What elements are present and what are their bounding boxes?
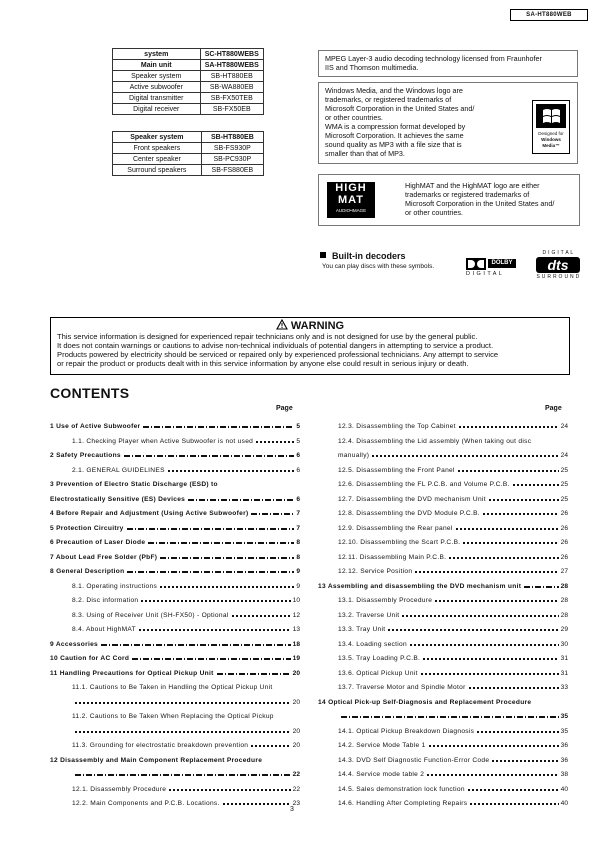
toc-page-number: 7 [296, 524, 300, 532]
toc-entry-title: 13.1. Disassembly Procedure [338, 597, 433, 604]
table-row [113, 154, 264, 165]
toc-page-number: 10 [292, 597, 300, 604]
toc-page-number: 25 [560, 481, 568, 488]
dolby-dd-icon [466, 258, 486, 270]
toc-entry[interactable] [338, 725, 568, 735]
toc-leader [160, 586, 294, 588]
toc-entry-title: 12.11. Disassembling Main P.C.B. [338, 553, 447, 561]
toc-page-number: 25 [560, 466, 568, 474]
toc-leader [483, 513, 559, 515]
toc-entry[interactable] [72, 696, 300, 706]
toc-entry[interactable] [338, 594, 568, 604]
toc-page-number: 33 [560, 684, 568, 691]
windows-flag-icon [533, 101, 569, 131]
toc-entry-title: 12.4. Disassembling the Lid assembly (When taking out disc [338, 437, 532, 445]
dolby-digital-logo [466, 258, 522, 278]
toc-leader [341, 716, 559, 718]
dts-mark: dts [536, 257, 580, 273]
toc-leader [489, 499, 559, 501]
toc-entry-title: Electrostatically Sensitive (ES) Devices [50, 495, 186, 503]
toc-entry-title: 6 Precaution of Laser Diode [50, 539, 146, 546]
table-row [113, 60, 264, 71]
toc-page-number: 9 [296, 568, 300, 575]
table-row [113, 132, 264, 143]
table-row [113, 71, 264, 82]
toc-entry[interactable] [338, 623, 568, 633]
toc-page-number: 6 [296, 466, 300, 474]
win-logo-line: Windows [541, 137, 561, 142]
windows-media-logo [532, 100, 570, 154]
toc-page-number: 5 [296, 423, 300, 430]
toc-leader [423, 658, 559, 660]
highmat-line: trademarks or registered trademarks of [405, 190, 530, 199]
toc-page-number: 36 [560, 756, 568, 764]
toc-page-number: 8 [296, 539, 300, 546]
toc-entry-title: 13 Assembling and disassembling the DVD mechanism unit [318, 582, 522, 590]
toc-entry-title: 2.1. GENERAL GUIDELINES [72, 466, 165, 474]
dts-bottom-word: S U R R O U N D [536, 274, 580, 280]
toc-leader [372, 455, 558, 457]
toc-entry-title: 13.7. Traverse Motor and Spindle Motor [338, 684, 466, 691]
toc-entry-title: 2 Safety Precautions [50, 452, 121, 459]
table-row [113, 49, 264, 60]
toc-entry[interactable] [50, 478, 300, 488]
toc-entry[interactable] [338, 464, 568, 474]
toc-leader [75, 702, 291, 704]
decoders-subtitle: You can play discs with these symbols. [322, 263, 435, 270]
warning-heading [57, 319, 563, 331]
square-bullet-icon [320, 252, 326, 258]
toc-leader [427, 774, 558, 776]
toc-entry-title: 11.1. Cautions to Be Taken in Handling the Optical Pickup Unit [72, 684, 273, 691]
toc-page-number: 30 [560, 640, 568, 648]
toc-entry-title: 14.6. Handling After Completing Repairs [338, 800, 468, 807]
toc-page-number: 18 [292, 640, 300, 648]
component-name-cell: Digital transmitter [113, 93, 201, 104]
mpeg-notice [318, 50, 578, 77]
toc-leader [139, 629, 291, 631]
model-number-cell: SB-FS930P [201, 143, 263, 154]
model-number-cell: SB-FX50EB [200, 104, 264, 115]
contents-title: CONTENTS [50, 385, 130, 401]
toc-leader [513, 484, 559, 486]
toc-entry-title: 1 Use of Active Subwoofer [50, 423, 141, 430]
toc-leader [169, 789, 290, 791]
dts-logo [530, 250, 586, 284]
model-number-cell: SB-WA880EB [200, 82, 264, 93]
toc-page-number: 40 [560, 800, 568, 807]
toc-entry-title: 14.2. Service Mode Table 1 [338, 742, 426, 749]
highmat-line: Microsoft Corporation in the United States and/ [405, 199, 555, 208]
toc-entry[interactable] [50, 652, 300, 662]
component-name-cell: Active subwoofer [113, 82, 201, 93]
warning-line: It does not contain warnings or cautions to advise non-technical individuals of potential dangers in attempting to service a product. [57, 341, 494, 350]
table-row [113, 165, 264, 176]
toc-page-number: 6 [296, 495, 300, 503]
highmat-line: or other countries. [405, 208, 463, 217]
toc-entry[interactable] [338, 449, 568, 459]
toc-page-number: 22 [292, 771, 300, 778]
wm-line: Microsoft Corporation. It achieves the same [325, 131, 464, 140]
toc-entry-title: 13.3. Tray Unit [338, 626, 386, 633]
toc-entry[interactable] [72, 768, 300, 778]
toc-page-number: 38 [560, 771, 568, 778]
toc-leader [75, 774, 291, 776]
toc-entry[interactable] [72, 435, 300, 445]
wm-line: Microsoft Corporation in the United States and/ [325, 104, 475, 113]
toc-entry[interactable] [338, 609, 568, 619]
toc-entry[interactable] [72, 623, 300, 633]
toc-leader [251, 513, 294, 515]
toc-page-number: 29 [560, 626, 568, 633]
highmat-line: HighMAT and the HighMAT logo are either [405, 181, 540, 190]
toc-leader [217, 673, 291, 675]
toc-entry-title: 12.9. Disassembling the Rear panel [338, 524, 453, 532]
page-number: 3 [290, 806, 294, 813]
toc-page-number: 28 [560, 582, 568, 590]
toc-entry[interactable] [72, 797, 300, 807]
toc-entry[interactable] [318, 696, 568, 706]
toc-page-number: 23 [292, 800, 300, 807]
toc-entry-title: 12.5. Disassembling the Front Panel [338, 466, 455, 474]
dts-top-word: D I G I T A L [542, 250, 574, 256]
component-name-cell: system [113, 49, 201, 60]
toc-leader [143, 426, 294, 428]
toc-leader [141, 600, 290, 602]
toc-page-number: 24 [560, 452, 568, 459]
toc-entry[interactable] [72, 681, 300, 691]
warning-line: Products powered by electricity should be serviced or repaired only by experienced professional technicians. Any attempt to service [57, 350, 499, 359]
toc-entry[interactable] [338, 493, 568, 503]
toc-page-number: 9 [296, 582, 300, 590]
page-column-label-left: Page [276, 405, 293, 412]
toc-entry[interactable] [50, 667, 300, 677]
toc-entry[interactable] [50, 565, 300, 575]
toc-entry[interactable] [338, 435, 568, 445]
toc-entry-title: 11 Handling Precautions for Optical Pickup Unit [50, 669, 214, 677]
component-name-cell: Center speaker [113, 154, 202, 165]
toc-entry[interactable] [50, 551, 300, 561]
toc-leader [470, 803, 558, 805]
toc-leader [477, 731, 558, 733]
highmat-logo [327, 182, 375, 218]
toc-leader [132, 658, 290, 660]
toc-page-number: 26 [560, 539, 568, 546]
model-number-cell: SB-PC930P [201, 154, 263, 165]
win-logo-line: Media™ [542, 143, 560, 148]
toc-leader [256, 441, 294, 443]
wm-line: trademarks, or registered trademarks of [325, 95, 452, 104]
toc-leader [435, 600, 558, 602]
toc-leader [251, 745, 290, 747]
toc-leader [429, 745, 559, 747]
toc-entry-title: 1.1. Checking Player when Active Subwoofer is not used [72, 437, 254, 445]
toc-entry[interactable] [50, 522, 300, 532]
component-name-cell: Speaker system [113, 132, 202, 143]
table-row [113, 143, 264, 154]
wm-line: Windows Media, and the Windows logo are [325, 86, 463, 95]
toc-page-number: 28 [560, 597, 568, 604]
warning-triangle-icon [276, 319, 288, 330]
toc-page-number: 31 [560, 655, 568, 662]
toc-entry[interactable] [338, 754, 568, 764]
toc-entry-title: 5 Protection Circuitry [50, 524, 124, 532]
highmat-logo-bottom: AUDIO•IMAGE [335, 208, 367, 213]
model-number-cell: SC-HT880WEBS [200, 49, 264, 60]
toc-entry[interactable] [72, 783, 300, 793]
toc-entry[interactable] [50, 493, 300, 503]
toc-leader [492, 760, 558, 762]
model-number-cell: SB-HT880EB [201, 132, 263, 143]
toc-entry[interactable] [318, 580, 568, 590]
toc-page-number: 26 [560, 510, 568, 517]
toc-leader [160, 557, 294, 559]
toc-leader [524, 586, 558, 588]
toc-page-number: 25 [560, 495, 568, 503]
toc-entry[interactable] [50, 754, 300, 764]
page-column-label-right: Page [545, 405, 562, 412]
toc-page-number: 35 [560, 713, 568, 720]
toc-page-number: 6 [296, 452, 300, 459]
model-number-cell: SB-FS880EB [201, 165, 263, 176]
toc-entry[interactable] [338, 768, 568, 778]
toc-entry-title: 12.1. Disassembly Procedure [72, 785, 167, 793]
toc-entry-title: 8.1. Operating instructions [72, 582, 158, 590]
toc-entry[interactable] [338, 507, 568, 517]
toc-entry-title: 8 General Description [50, 568, 125, 575]
toc-page-number: 20 [292, 727, 300, 735]
toc-entry-title: 7 About Lead Free Solder (PbF) [50, 553, 158, 561]
toc-entry[interactable] [338, 667, 568, 677]
toc-entry-title: manually) [338, 452, 370, 459]
toc-page-number: 19 [292, 655, 300, 662]
toc-page-number: 40 [560, 785, 568, 793]
toc-entry-title: 8.3. Using of Receiver Unit (SH-FX50) - Optional [72, 611, 229, 619]
toc-entry[interactable] [72, 580, 300, 590]
toc-page-number: 20 [292, 669, 300, 677]
table-row [113, 104, 264, 115]
toc-page-number: 26 [560, 524, 568, 532]
warning-title: WARNING [290, 320, 345, 332]
toc-entry-title: 10 Caution for AC Cord [50, 655, 130, 662]
toc-entry[interactable] [50, 536, 300, 546]
mpeg-line: IIS and Thomson multimedia. [325, 63, 419, 72]
highmat-logo-mid: MAT [337, 194, 364, 206]
toc-leader [449, 557, 558, 559]
toc-entry-title: 12 Disassembly and Main Component Replacement Procedure [50, 756, 263, 764]
toc-entry[interactable] [72, 710, 300, 720]
toc-entry-title: 13.5. Tray Loading P.C.B. [338, 655, 421, 662]
toc-entry-title: 4 Before Repair and Adjustment (Using Active Subwoofer) [50, 510, 249, 517]
component-name-cell: Main unit [113, 60, 201, 71]
toc-entry-title: 12.6. Disassembling the FL P.C.B. and Volume P.C.B. [338, 481, 510, 488]
mpeg-line: MPEG Layer-3 audio decoding technology licensed from Fraunhofer [325, 54, 542, 63]
toc-entry[interactable] [338, 638, 568, 648]
toc-entry-title: 14.5. Sales demonstration lock function [338, 785, 465, 793]
wm-line: sound quality as MP3 with a file size that is [325, 140, 462, 149]
toc-entry[interactable] [338, 710, 568, 720]
toc-leader [463, 542, 558, 544]
toc-leader [127, 528, 295, 530]
toc-entry-title: 13.4. Loading section [338, 640, 407, 648]
toc-page-number: 36 [560, 742, 568, 749]
toc-leader [458, 470, 559, 472]
warning-line: This service information is designed for experienced repair technicians only and is not designed for use by the general public. [57, 332, 478, 341]
toc-entry-title: 13.2. Traverse Unit [338, 611, 400, 619]
toc-entry[interactable] [338, 536, 568, 546]
toc-page-number: 28 [560, 611, 568, 619]
toc-entry-title: 8.4. About HighMAT [72, 626, 136, 633]
toc-page-number: 12 [292, 611, 300, 619]
toc-leader [101, 644, 291, 646]
toc-page-number: 35 [560, 727, 568, 735]
toc-leader [415, 571, 558, 573]
system-table [112, 48, 264, 115]
toc-entry[interactable] [50, 507, 300, 517]
model-badge: SA-HT880WEB [510, 9, 588, 21]
toc-entry-title: 12.3. Disassembling the Top Cabinet [338, 423, 456, 430]
toc-entry-title: 8.2. Disc information [72, 597, 139, 604]
toc-page-number: 20 [292, 742, 300, 749]
toc-page-number: 26 [560, 553, 568, 561]
toc-page-number: 20 [292, 698, 300, 706]
toc-leader [456, 528, 559, 530]
toc-entry-title: 11.2. Cautions to Be Taken When Replacing the Optical Pickup [72, 713, 274, 720]
toc-entry[interactable] [50, 420, 300, 430]
component-name-cell: Front speakers [113, 143, 202, 154]
highmat-logo-top: HIGH [335, 182, 367, 194]
dolby-digital-word: D I G I T A L [466, 271, 503, 277]
toc-entry[interactable] [72, 739, 300, 749]
toc-entry[interactable] [72, 609, 300, 619]
toc-entry[interactable] [72, 594, 300, 604]
toc-leader [223, 803, 291, 805]
component-name-cell: Surround speakers [113, 165, 202, 176]
toc-leader [459, 426, 559, 428]
table-row [113, 93, 264, 104]
warning-box [50, 317, 570, 375]
toc-entry[interactable] [338, 551, 568, 561]
toc-leader [402, 615, 558, 617]
toc-page-number: 31 [560, 669, 568, 677]
warning-line: or repair the product or products dealt with in this service information by anyone else could result in serious injury or death. [57, 359, 469, 368]
toc-leader [421, 673, 559, 675]
toc-page-number: 7 [296, 510, 300, 517]
component-name-cell: Digital receiver [113, 104, 201, 115]
model-number-cell: SB-HT880EB [200, 71, 264, 82]
table-row [113, 82, 264, 93]
toc-page-number: 24 [560, 423, 568, 430]
toc-page-number: 13 [292, 626, 300, 633]
toc-entry-title: 9 Accessories [50, 640, 99, 648]
toc-entry[interactable] [338, 420, 568, 430]
toc-entry-title: 14.1. Optical Pickup Breakdown Diagnosis [338, 727, 475, 735]
toc-entry[interactable] [338, 739, 568, 749]
toc-entry[interactable] [338, 652, 568, 662]
toc-entry[interactable] [50, 638, 300, 648]
wm-line: smaller than that of MP3. [325, 149, 405, 158]
toc-leader [168, 470, 295, 472]
toc-entry[interactable] [72, 725, 300, 735]
toc-leader [75, 731, 291, 733]
dolby-word: DOLBY [488, 259, 516, 268]
toc-entry-title: 14.3. DVD Self Diagnostic Function-Error Code [338, 756, 490, 764]
toc-entry[interactable] [338, 797, 568, 807]
model-number-cell: SB-FX50TEB [200, 93, 264, 104]
toc-entry-title: 12.8. Disassembling the DVD Module P.C.B. [338, 510, 480, 517]
toc-leader [232, 615, 291, 617]
toc-leader [148, 542, 294, 544]
toc-page-number: 22 [292, 785, 300, 793]
toc-leader [388, 629, 558, 631]
toc-entry-title: 14 Optical Pick-up Self-Diagnosis and Replacement Procedure [318, 698, 532, 706]
toc-page-number: 8 [296, 553, 300, 561]
component-name-cell: Speaker system [113, 71, 201, 82]
toc-leader [468, 789, 559, 791]
toc-page-number: 5 [296, 437, 300, 445]
toc-leader [188, 499, 294, 501]
toc-entry[interactable] [338, 783, 568, 793]
toc-entry-title: 13.6. Optical Pickup Unit [338, 669, 418, 677]
toc-entry-title: 3 Prevention of Electro Static Discharge (ESD) to [50, 481, 218, 488]
toc-entry-title: 11.3. Grounding for electrostatic breakdown prevention [72, 742, 249, 749]
toc-entry-title: 12.7. Disassembling the DVD mechanism Unit [338, 495, 486, 503]
wm-line: WMA is a compression format developed by [325, 122, 466, 131]
model-number-cell: SA-HT880WEBS [200, 60, 264, 71]
toc-leader [124, 455, 294, 457]
toc-entry-title: 12.12. Service Position [338, 568, 413, 575]
toc-entry[interactable] [338, 478, 568, 488]
toc-entry-title: 12.10. Disassembling the Scart P.C.B. [338, 539, 461, 546]
toc-entry-title: 14.4. Service mode table 2 [338, 771, 425, 778]
toc-entry-title: 12.2. Main Components and P.C.B. Locations. [72, 800, 220, 807]
toc-entry[interactable] [72, 464, 300, 474]
wm-line: or other countries. [325, 113, 383, 122]
toc-leader [469, 687, 559, 689]
decoders-title: Built-in decoders [332, 251, 406, 261]
toc-entry[interactable] [50, 449, 300, 459]
toc-page-number: 27 [560, 568, 568, 575]
toc-leader [127, 571, 294, 573]
win-logo-line: Designed for [538, 131, 564, 136]
toc-leader [410, 644, 559, 646]
toc-entry[interactable] [338, 522, 568, 532]
toc-entry[interactable] [338, 565, 568, 575]
speaker-table [112, 131, 264, 176]
toc-entry[interactable] [338, 681, 568, 691]
highmat-notice [318, 174, 580, 226]
